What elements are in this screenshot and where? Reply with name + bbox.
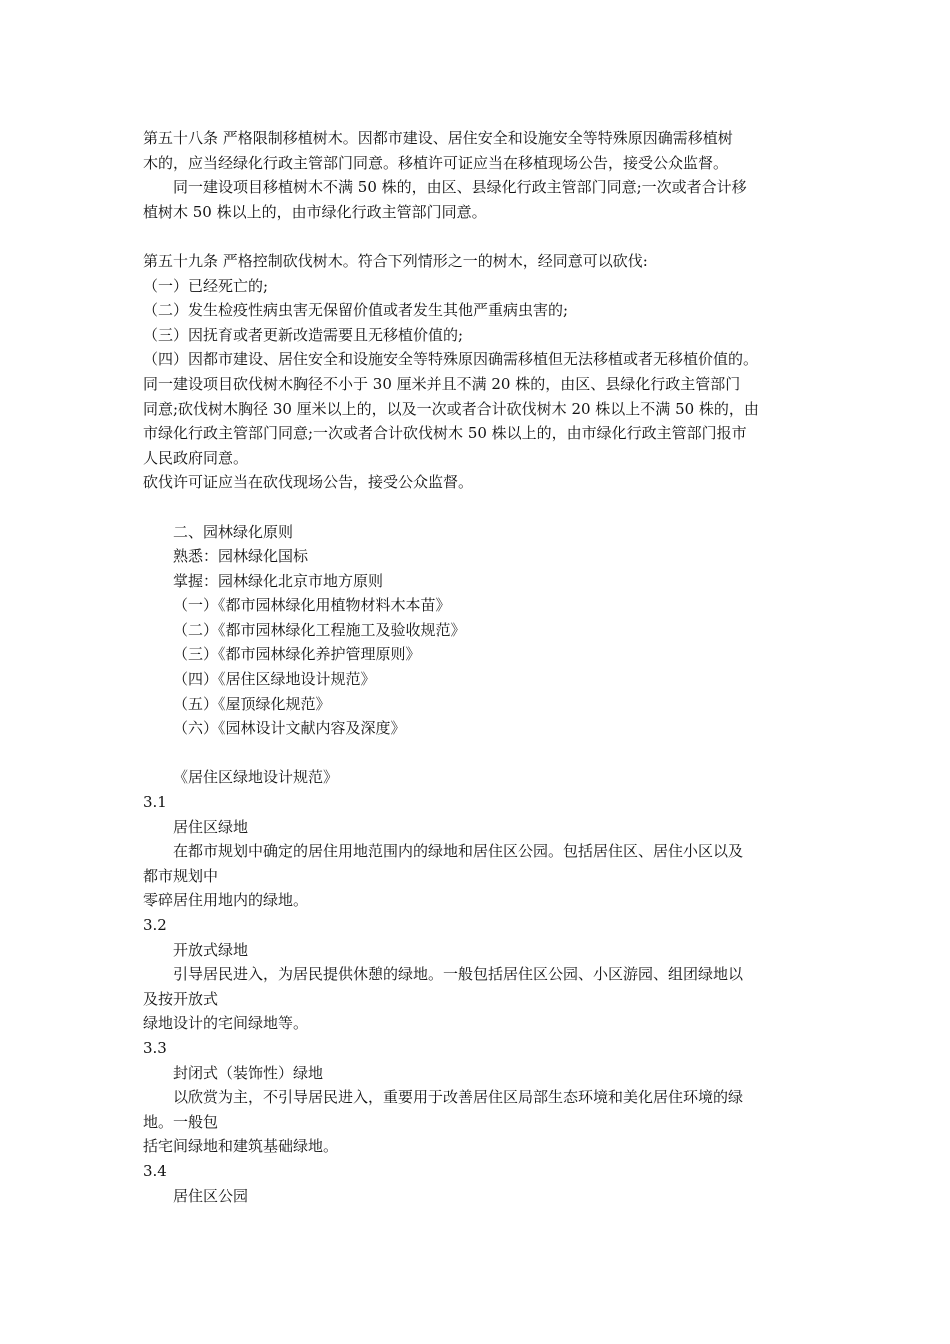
spec-3-4-number: 3.4 (143, 1161, 167, 1180)
art59-line-9: 人民政府同意。 (143, 448, 249, 467)
art58-line-4: 植树木 50 株以上的，由市绿化行政主管部门同意。 (143, 202, 487, 221)
spec-3-3-def-1: 以欣赏为主，不引导居民进入，重要用于改善居住区局部生态环境和美化居住环境的绿 (173, 1088, 744, 1107)
art59-line-6: 同一建设项目砍伐树木胸径不小于 30 厘米并且不满 20 株的，由区、县绿化行政主管部门 (143, 374, 741, 393)
section2-master: 掌握：园林绿化北京市地方原则 (173, 571, 384, 590)
section2-item-3: （三）《都市园林绿化养护管理原则》 (173, 645, 421, 664)
spec-3-4-term: 居住区公园 (173, 1186, 249, 1205)
section2-item-4: （四）《居住区绿地设计规范》 (173, 670, 376, 689)
section2-item-2: （二）《都市园林绿化工程施工及验收规范》 (173, 620, 466, 639)
art58-line-3: 同一建设项目移植树木不满 50 株的，由区、县绿化行政主管部门同意;一次或者合计移 (173, 178, 747, 197)
spec-3-2-def-2: 及按开放式 (143, 989, 219, 1008)
art59-line-7: 同意;砍伐树木胸径 30 厘米以上的，以及一次或者合计砍伐树木 20 株以上不满 50 株的，由 (143, 399, 759, 418)
art59-line-10: 砍伐许可证应当在砍伐现场公告，接受公众监督。 (143, 473, 474, 492)
spec-3-3-term: 封闭式（装饰性）绿地 (173, 1063, 324, 1082)
art59-item-1: （一）已经死亡的; (143, 276, 269, 295)
spec-3-2-def-3: 绿地设计的宅间绿地等。 (143, 1014, 309, 1033)
art58-line-2: 木的，应当经绿化行政主管部门同意。移植许可证应当在移植现场公告，接受公众监督。 (143, 153, 729, 172)
art58-line-1: 第五十八条 严格限制移植树木。因都市建设、居住安全和设施安全等特殊原因确需移植树 (143, 129, 733, 147)
art59-line-8: 市绿化行政主管部门同意;一次或者合计砍伐树木 50 株以上的，由市绿化行政主管部门报市 (143, 424, 747, 443)
art59-item-4: （四）因都市建设、居住安全和设施安全等特殊原因确需移植但无法移植或者无移植价值的。 (143, 350, 759, 369)
section2-heading: 二、园林绿化原则 (173, 522, 294, 541)
spec-3-3-def-3: 括宅间绿地和建筑基础绿地。 (143, 1137, 339, 1156)
art59-line-1: 第五十九条 严格控制砍伐树木。符合下列情形之一的树木，经同意可以砍伐: (143, 251, 648, 270)
spec-3-3-def-2: 地。一般包 (143, 1112, 219, 1131)
art59-item-2: （二）发生检疫性病虫害无保留价值或者发生其他严重病虫害的; (143, 301, 569, 320)
spec-3-1-number: 3.1 (143, 793, 167, 812)
spec-3-2-def-1: 引导居民进入，为居民提供休憩的绿地。一般包括居住区公园、小区游园、组团绿地以 (173, 965, 744, 984)
spec-title: 《居住区绿地设计规范》 (173, 768, 339, 787)
spacer (143, 495, 813, 520)
spec-3-2-term: 开放式绿地 (173, 940, 249, 959)
spec-3-1-def-1: 在都市规划中确定的居住用地范围内的绿地和居住区公园。包括居住区、居住小区以及 (173, 842, 744, 861)
document-body (143, 126, 813, 1208)
section2-item-1: （一）《都市园林绿化用植物材料木本苗》 (173, 596, 451, 615)
section2-item-5: （五）《屋顶绿化规范》 (173, 694, 331, 713)
spacer (143, 741, 813, 766)
spacer (143, 224, 813, 249)
spec-3-2-number: 3.2 (143, 916, 167, 934)
art59-item-3: （三）因抚育或者更新改造需要且无移植价值的; (143, 325, 464, 344)
section2-familiar: 熟悉：园林绿化国标 (173, 547, 309, 566)
section2-item-6: （六）《园林设计文献内容及深度》 (173, 719, 406, 738)
spec-3-1-term: 居住区绿地 (173, 817, 249, 836)
spec-3-3-number: 3.3 (143, 1038, 167, 1057)
spec-3-1-def-3: 零碎居住用地内的绿地。 (143, 891, 309, 910)
spec-3-1-def-2: 都市规划中 (143, 866, 219, 885)
